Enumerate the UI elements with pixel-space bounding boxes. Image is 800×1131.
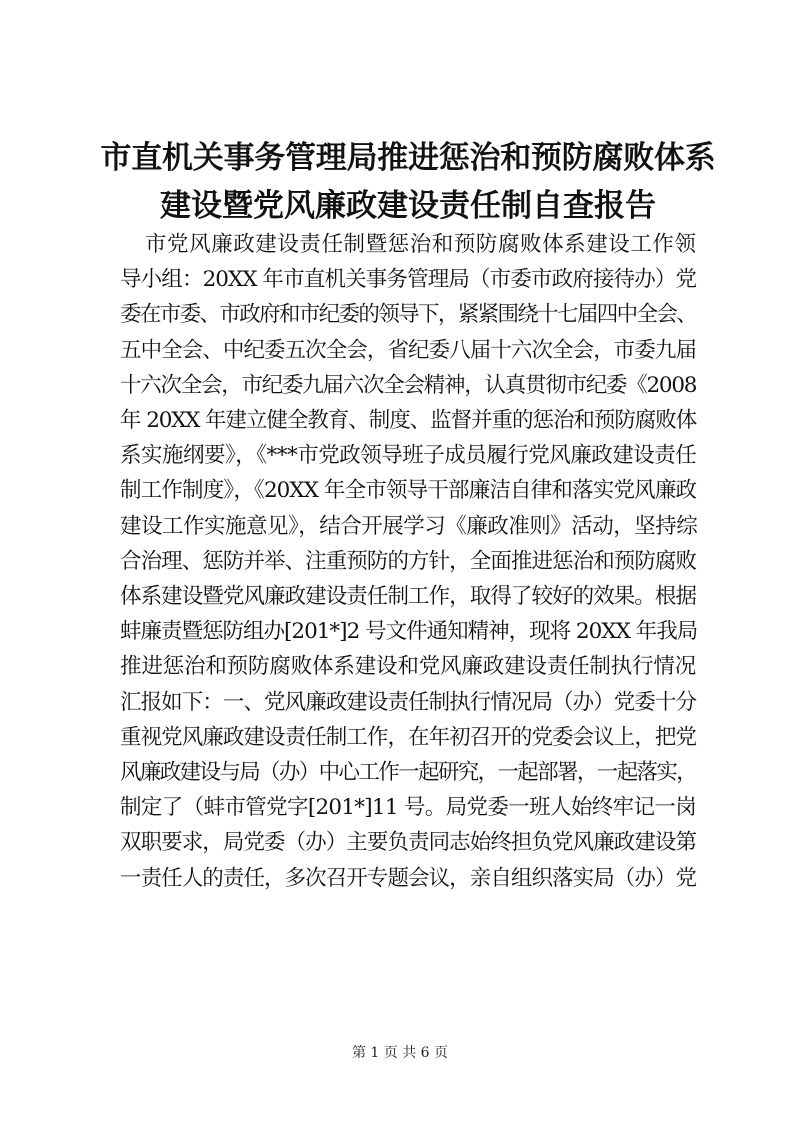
body-text-line: 合治理、惩防并举、注重预防的方针，全面推进惩治和预防腐败: [120, 548, 696, 574]
body-text-line: 重视党风廉政建设责任制工作，在年初召开的党委会议上，把党: [120, 724, 696, 750]
body-text-line: 一责任人的责任，多次召开专题会议，亲自组织落实局（办）党: [120, 865, 696, 891]
body-text-line: 五中全会、中纪委五次全会，省纪委八届十六次全会，市委九届: [120, 337, 696, 363]
body-text-line: 建设工作实施意见》，结合开展学习《廉政准则》活动，坚持综: [120, 513, 698, 539]
body-text-line: 市党风廉政建设责任制暨惩治和预防腐败体系建设工作领: [145, 232, 696, 257]
body-text-line: 系实施纲要》，《***市党政领导班子成员履行党风廉政建设责任: [120, 443, 697, 469]
body-text-line: 蚌廉责暨惩防组办[201*]2 号文件通知精神，现将 20XX 年我局: [120, 619, 698, 645]
body-text-line: 委在市委、市政府和市纪委的领导下，紧紧围绕十七届四中全会、: [120, 302, 696, 328]
document-title-line-1: 市直机关事务管理局推进惩治和预防腐败体系: [100, 140, 716, 176]
body-text-line: 制定了（蚌市管党字[201*]11 号。局党委一班人始终牢记一岗: [120, 795, 696, 821]
page-footer: 第 1 页 共 6 页: [351, 1045, 449, 1061]
body-text-line: 年 20XX 年建立健全教育、制度、监督并重的惩治和预防腐败体: [120, 408, 696, 433]
body-text-line: 体系建设暨党风廉政建设责任制工作，取得了较好的效果。根据: [120, 584, 696, 609]
body-text-line: 双职要求，局党委（办）主要负责同志始终担负党风廉政建设第: [120, 830, 696, 856]
body-text-line: 风廉政建设与局（办）中心工作一起研究，一起部署，一起落实，: [120, 760, 696, 785]
body-text-line: 汇报如下：一、党风廉政建设责任制执行情况局（办）党委十分: [120, 689, 696, 715]
body-text-line: 十六次全会，市纪委九届六次全会精神，认真贯彻市纪委《2008: [120, 372, 697, 398]
document-title-line-2: 建设暨党风廉政建设责任制自查报告: [160, 188, 656, 224]
body-text-line: 推进惩治和预防腐败体系建设和党风廉政建设责任制执行情况: [120, 654, 696, 680]
body-text-line: 导小组：20XX 年市直机关事务管理局（市委市政府接待办）党: [120, 267, 696, 293]
body-text-line: 制工作制度》，《20XX 年全市领导干部廉洁自律和落实党风廉政: [120, 478, 696, 504]
